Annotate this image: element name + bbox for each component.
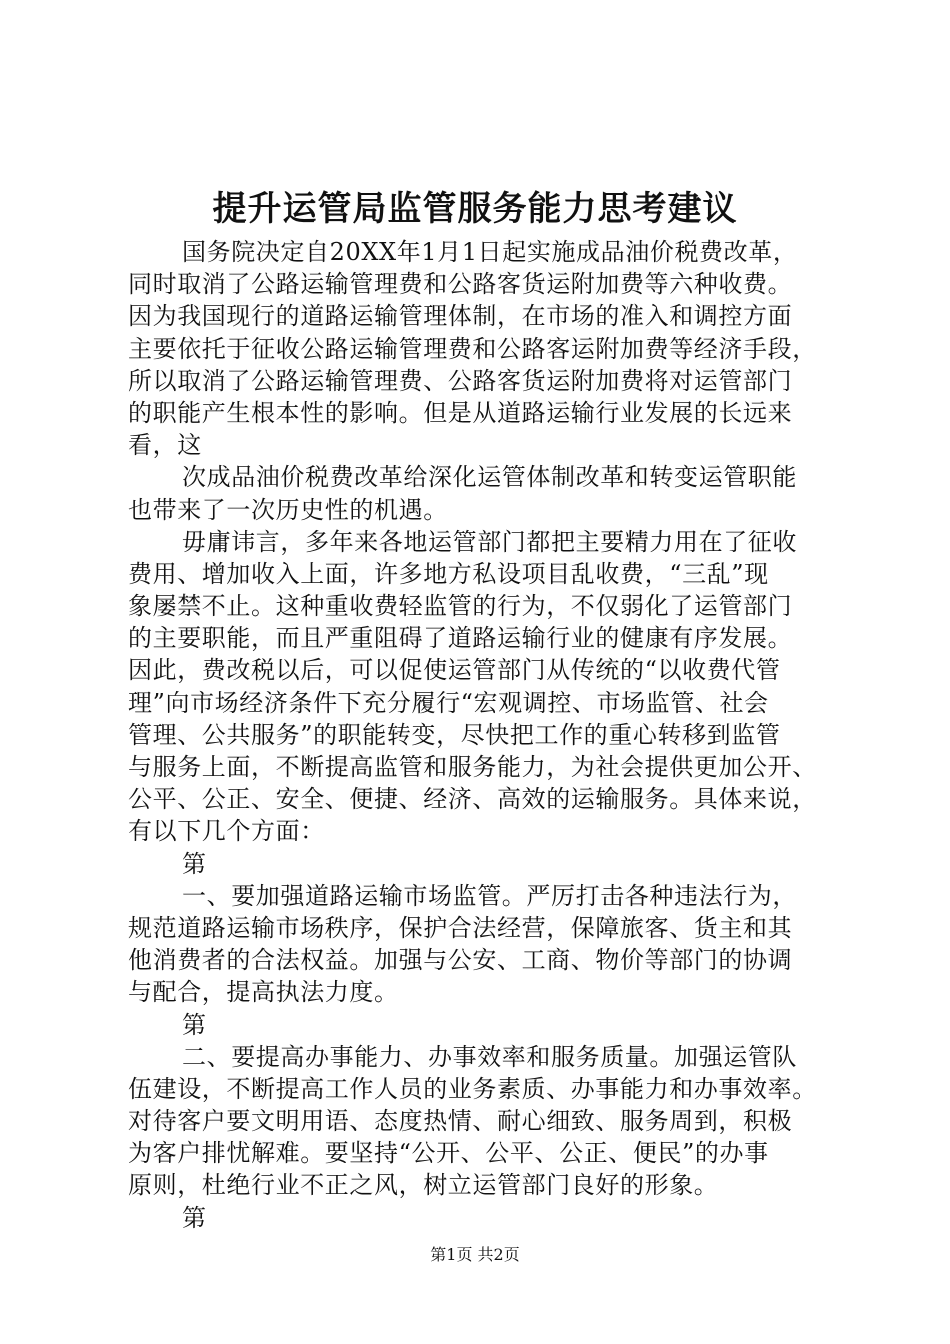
- text-line: 第: [182, 849, 207, 878]
- document-body: [128, 236, 848, 1234]
- text-line: 费用、增加收入上面，许多地方私设项目乱收费，“三乱”现: [128, 559, 769, 588]
- text-line: 同时取消了公路运输管理费和公路客货运附加费等六种收费。: [128, 270, 793, 299]
- text-line: 也带来了一次历史性的机遇。: [128, 495, 448, 524]
- text-line: 原则，杜绝行业不正之风，树立运管部门良好的形象。: [128, 1171, 719, 1200]
- text-line: 为客户排忧解难。要坚持“公开、公平、公正、便民”的办事: [128, 1139, 769, 1168]
- text-line: 象屡禁不止。这种重收费轻监管的行为，不仅弱化了运管部门: [128, 592, 793, 621]
- text-line: 第: [182, 1203, 207, 1232]
- text-line: 主要依托于征收公路运输管理费和公路客运附加费等经济手段，: [128, 334, 817, 363]
- text-line: 理”向市场经济条件下充分履行“宏观调控、市场监管、社会: [128, 688, 769, 717]
- text-line: 的职能产生根本性的影响。但是从道路运输行业发展的长远来: [128, 398, 793, 427]
- text-line: 因此，费改税以后，可以促使运管部门从传统的“以收费代管: [128, 656, 781, 685]
- text-line: 因为我国现行的道路运输管理体制，在市场的准入和调控方面: [128, 302, 793, 331]
- text-line: 管理、公共服务”的职能转变，尽快把工作的重心转移到监管: [128, 720, 781, 749]
- text-line: 对待客户要文明用语、态度热情、耐心细致、服务周到，积极: [128, 1107, 793, 1136]
- text-line: 毋庸讳言，多年来各地运管部门都把主要精力用在了征收: [182, 527, 797, 556]
- text-line: 一、要加强道路运输市场监管。严厉打击各种违法行为，: [182, 881, 797, 910]
- text-line: 所以取消了公路运输管理费、公路客货运附加费将对运管部门: [128, 366, 793, 395]
- text-line: 他消费者的合法权益。加强与公安、工商、物价等部门的协调: [128, 946, 793, 975]
- text-line: 与配合，提高执法力度。: [128, 978, 399, 1007]
- text-line: 次成品油价税费改革给深化运管体制改革和转变运管职能: [182, 463, 797, 492]
- text-line: 伍建设，不断提高工作人员的业务素质、办事能力和办事效率。: [128, 1074, 817, 1103]
- text-line: 第: [182, 1010, 207, 1039]
- text-line: 的主要职能，而且严重阻碍了道路运输行业的健康有序发展。: [128, 624, 793, 653]
- text-line: 有以下几个方面：: [128, 817, 325, 846]
- text-line: 公平、公正、安全、便捷、经济、高效的运输服务。具体来说，: [128, 785, 817, 814]
- text-line: 与服务上面，不断提高监管和服务能力，为社会提供更加公开、: [128, 753, 817, 781]
- text-line: 看，这: [128, 431, 202, 460]
- text-line: 规范道路运输市场秩序，保护合法经营，保障旅客、货主和其: [128, 913, 793, 942]
- document-title: 提升运管局监管服务能力思考建议: [212, 189, 738, 229]
- text-line: 国务院决定自20XX年1月1日起实施成品油价税费改革，: [182, 238, 798, 266]
- page-footer: 第1页 共2页: [430, 1245, 520, 1264]
- text-line: 二、要提高办事能力、办事效率和服务质量。加强运管队: [182, 1042, 797, 1071]
